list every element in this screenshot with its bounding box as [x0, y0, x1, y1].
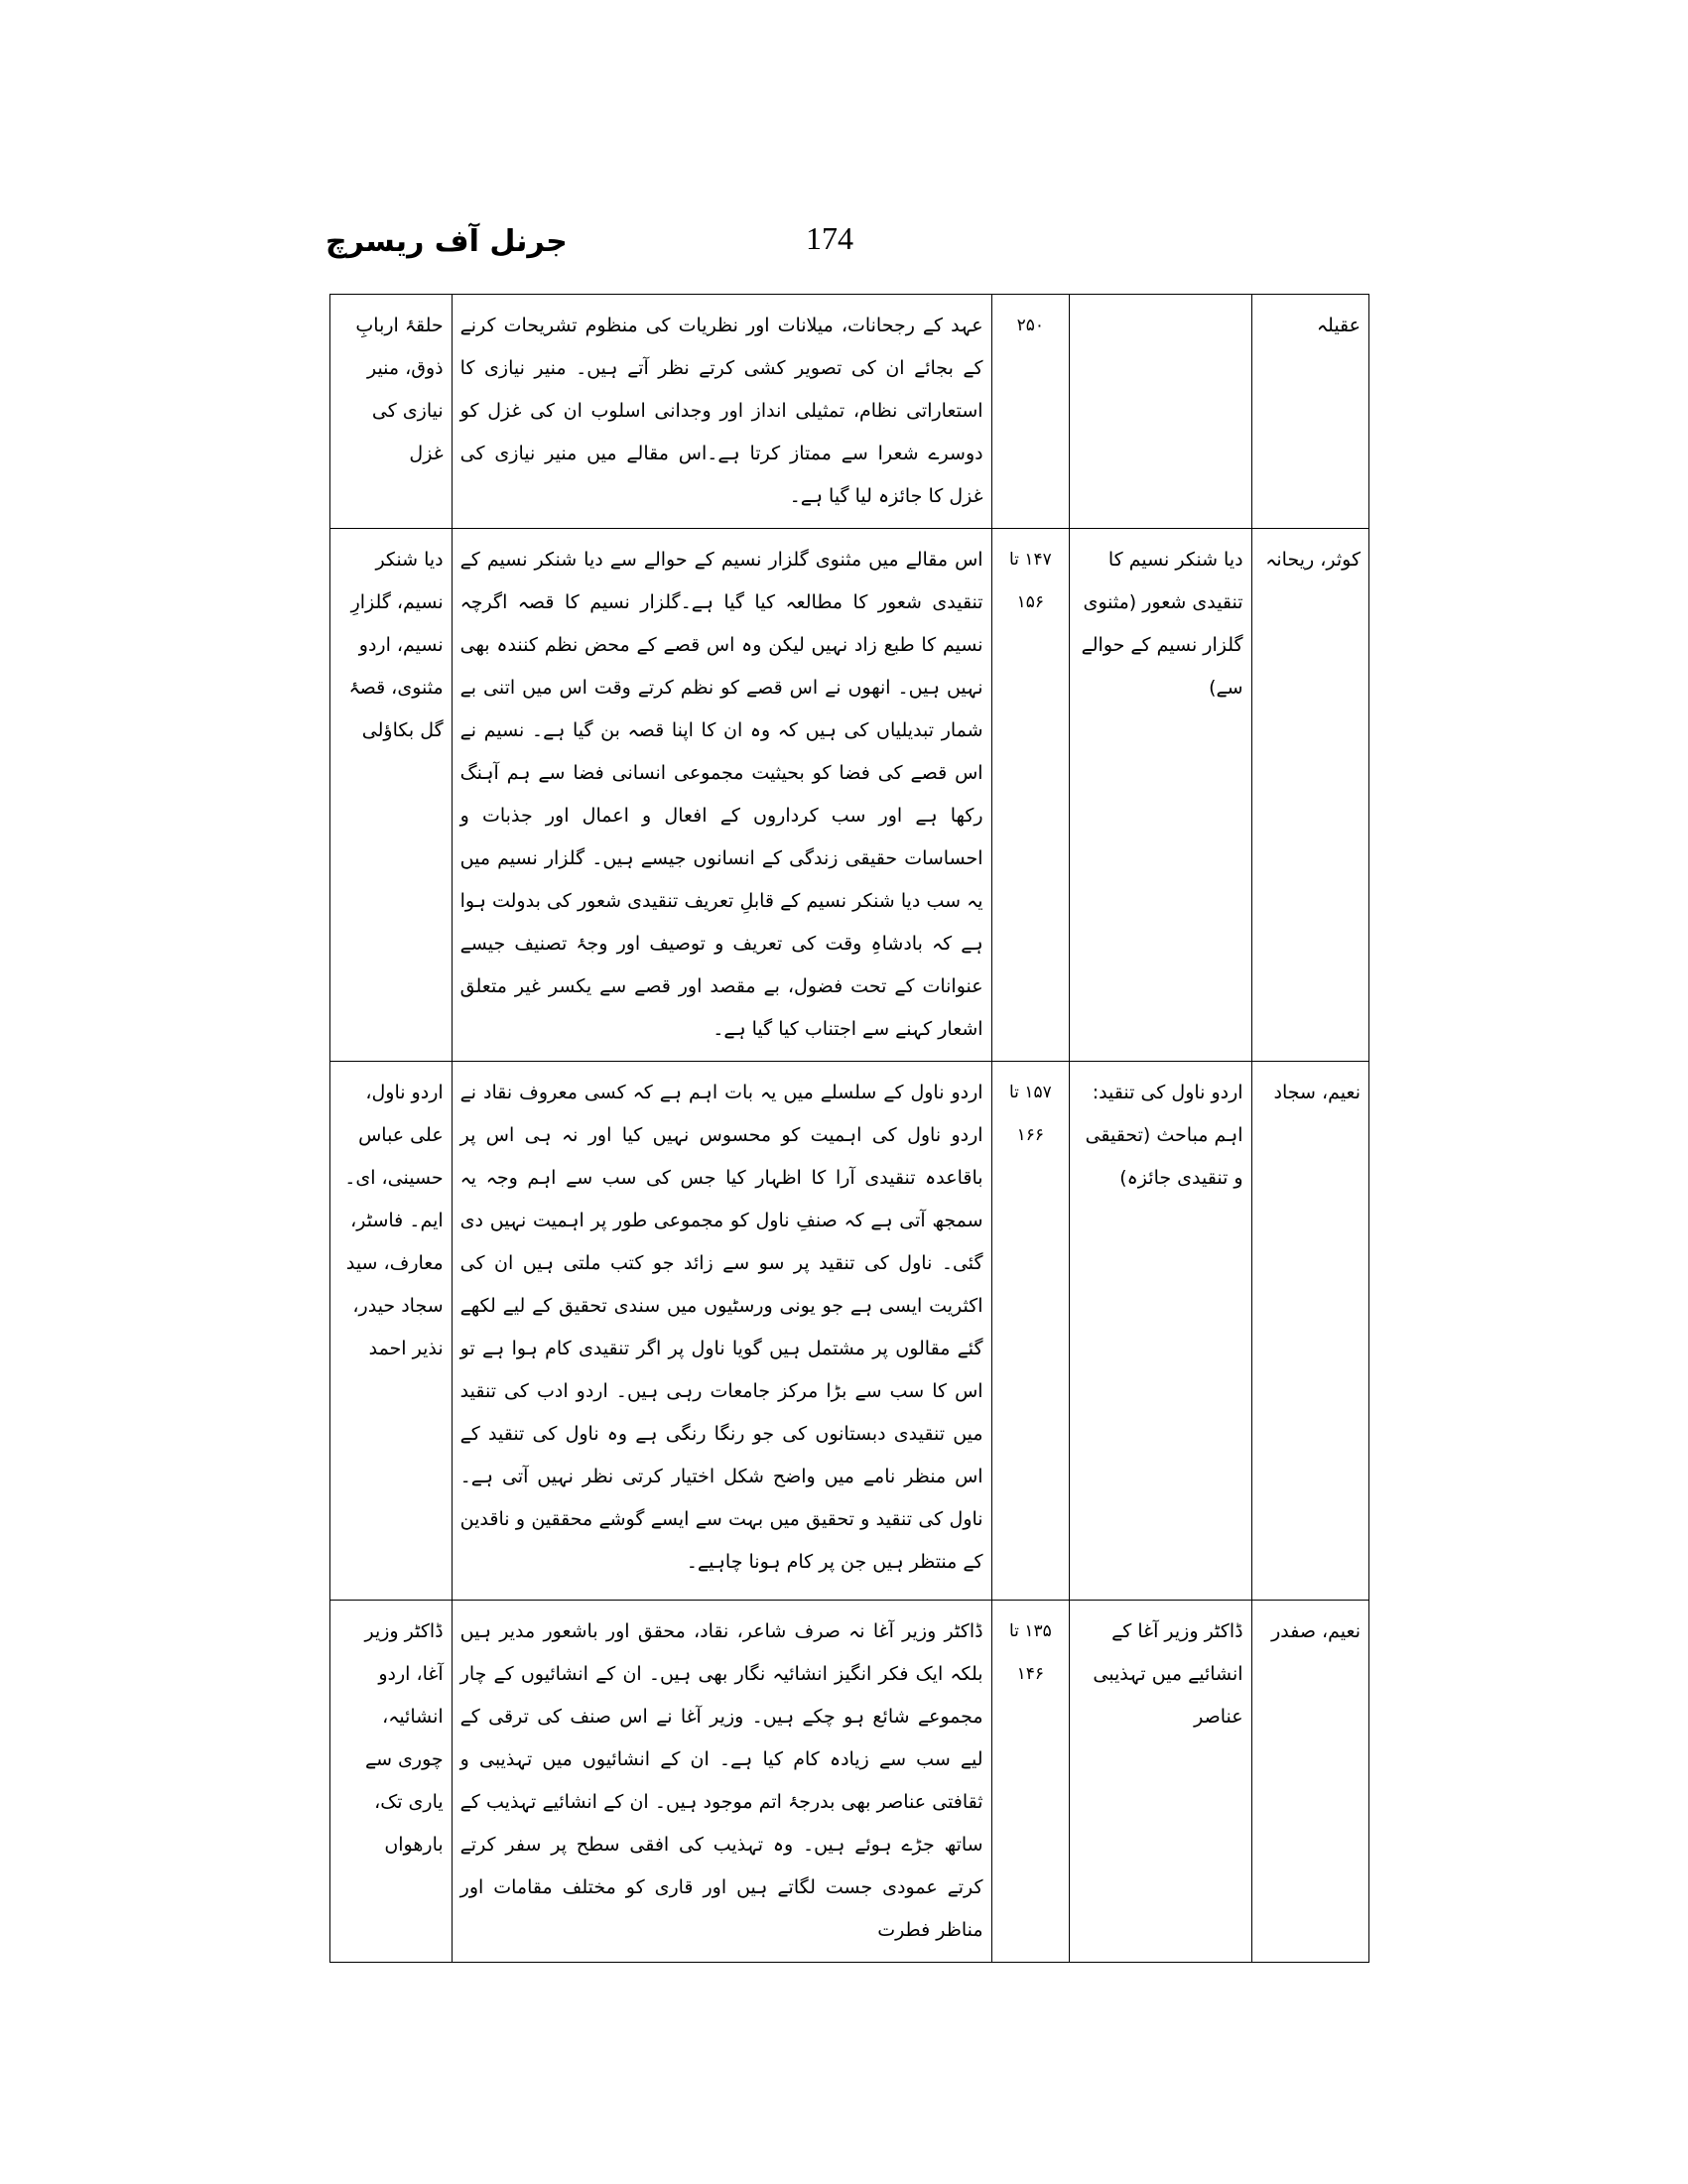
author-cell: کوثر، ریحانہ: [1251, 529, 1368, 1062]
keywords-cell: دیا شنکر نسیم، گلزارِ نسیم، اردو مثنوی، قصۂ گل بکاؤلی: [330, 529, 453, 1062]
title-cell: اردو ناول کی تنقید: اہم مباحث (تحقیقی و تنقیدی جائزہ): [1070, 1062, 1251, 1601]
keywords-cell: اردو ناول، علی عباس حسینی، ای۔ ایم۔ فاسٹر، معارف، سید سجاد حیدر، نذیر احمد: [330, 1062, 453, 1601]
pages-cell: ۱۵۷ تا ۱۶۶: [991, 1062, 1070, 1601]
table-row: [330, 295, 1369, 529]
abstract-cell: اردو ناول کے سلسلے میں یہ بات اہم ہے کہ کسی معروف نقاد نے اردو ناول کی اہمیت کو محسوس نہیں کیا اور نہ ہی اس پر باقاعدہ تنقیدی آرا کا اظہار کیا جس کی سب سے اہم وجہ یہ سمجھ آتی ہے کہ صنفِ ناول کو مجموعی طور پر اہمیت نہیں دی گئی۔ ناول کی تنقید پر سو سے زائد جو کتب ملتی ہیں ان کی اکثریت ایسی ہے جو یونی ورسٹیوں میں سندی تحقیق کے لیے لکھے گئے مقالوں پر مشتمل ہیں گویا ناول پر اگر تنقیدی کام ہوا ہے تو اس کا سب سے بڑا مرکز جامعات رہی ہیں۔ اردو ادب کی تنقید میں تنقیدی دبستانوں کی جو رنگا رنگی ہے وہ ناول کی تنقید کے اس منظر نامے میں واضح شکل اختیار کرتی نظر نہیں آتی ہے۔ ناول کی تنقید و تحقیق میں بہت سے ایسے گوشے محققین و ناقدین کے منتظر ہیں جن پر کام ہونا چاہیے۔: [452, 1062, 991, 1601]
articles-table: [329, 294, 1369, 1963]
pages-cell: ۱۴۷ تا ۱۵۶: [991, 529, 1070, 1062]
table-row: [330, 1062, 1369, 1601]
title-cell: [1070, 295, 1251, 529]
keywords-cell: ڈاکٹر وزیر آغا، اردو انشائیہ، چوری سے یاری تک، بارھواں: [330, 1601, 453, 1963]
abstract-cell: ڈاکٹر وزیر آغا نہ صرف شاعر، نقاد، محقق اور باشعور مدیر ہیں بلکہ ایک فکر انگیز انشائیہ نگار بھی ہیں۔ ان کے انشائیوں کے چار مجموعے شائع ہو چکے ہیں۔ وزیر آغا نے اس صنف کی ترقی کے لیے سب سے زیادہ کام کیا ہے۔ ان کے انشائیوں میں تہذیبی و ثقافتی عناصر بھی بدرجۂ اتم موجود ہیں۔ ان کے انشائیے تہذیب کے ساتھ جڑے ہوئے ہیں۔ وہ تہذیب کی افقی سطح پر سفر کرتے کرتے عمودی جست لگاتے ہیں اور قاری کو مختلف مقامات اور مناظر فطرت: [452, 1601, 991, 1963]
title-cell: ڈاکٹر وزیر آغا کے انشائیے میں تہذیبی عناصر: [1070, 1601, 1251, 1963]
author-cell: نعیم، سجاد: [1251, 1062, 1368, 1601]
pages-cell: ۱۳۵ تا ۱۴۶: [991, 1601, 1070, 1963]
abstract-cell: عہد کے رجحانات، میلانات اور نظریات کی منظوم تشریحات کرنے کے بجائے ان کی تصویر کشی کرتے نظر آتے ہیں۔ منیر نیازی کا استعاراتی نظام، تمثیلی انداز اور وجدانی اسلوب ان کی غزل کو دوسرے شعرا سے ممتاز کرتا ہے۔اس مقالے میں منیر نیازی کی غزل کا جائزہ لیا گیا ہے۔: [452, 295, 991, 529]
keywords-cell: حلقۂ اربابِ ذوق، منیر نیازی کی غزل: [330, 295, 453, 529]
author-cell: نعیم، صفدر: [1251, 1601, 1368, 1963]
table-row: [330, 529, 1369, 1062]
pages-cell: ۲۵۰: [991, 295, 1070, 529]
page-number: 174: [806, 220, 853, 256]
journal-name: جرنل آف ریسرچ: [325, 224, 568, 259]
table-row: [330, 1601, 1369, 1963]
author-cell: عقیلہ: [1251, 295, 1368, 529]
title-cell: دیا شنکر نسیم کا تنقیدی شعور (مثنوی گلزار نسیم کے حوالے سے): [1070, 529, 1251, 1062]
abstract-cell: اس مقالے میں مثنوی گلزار نسیم کے حوالے سے دیا شنکر نسیم کے تنقیدی شعور کا مطالعہ کیا گیا ہے۔گلزار نسیم کا قصہ اگرچہ نسیم کا طبع زاد نہیں لیکن وہ اس قصے کے محض نظم کنندہ بھی نہیں ہیں۔ انھوں نے اس قصے کو نظم کرتے وقت اس میں اتنی بے شمار تبدیلیاں کی ہیں کہ وہ ان کا اپنا قصہ بن گیا ہے۔ نسیم نے اس قصے کی فضا کو بحیثیت مجموعی انسانی فضا سے ہم آہنگ رکھا ہے اور سب کرداروں کے افعال و اعمال اور جذبات و احساسات حقیقی زندگی کے انسانوں جیسے ہیں۔ گلزار نسیم میں یہ سب دیا شنکر نسیم کے قابلِ تعریف تنقیدی شعور کی بدولت ہوا ہے کہ بادشاہِ وقت کی تعریف و توصیف اور وجۂ تصنیف جیسے عنوانات کے تحت فضول، بے مقصد اور قصے سے یکسر غیر متعلق اشعار کہنے سے اجتناب کیا گیا ہے۔: [452, 529, 991, 1062]
